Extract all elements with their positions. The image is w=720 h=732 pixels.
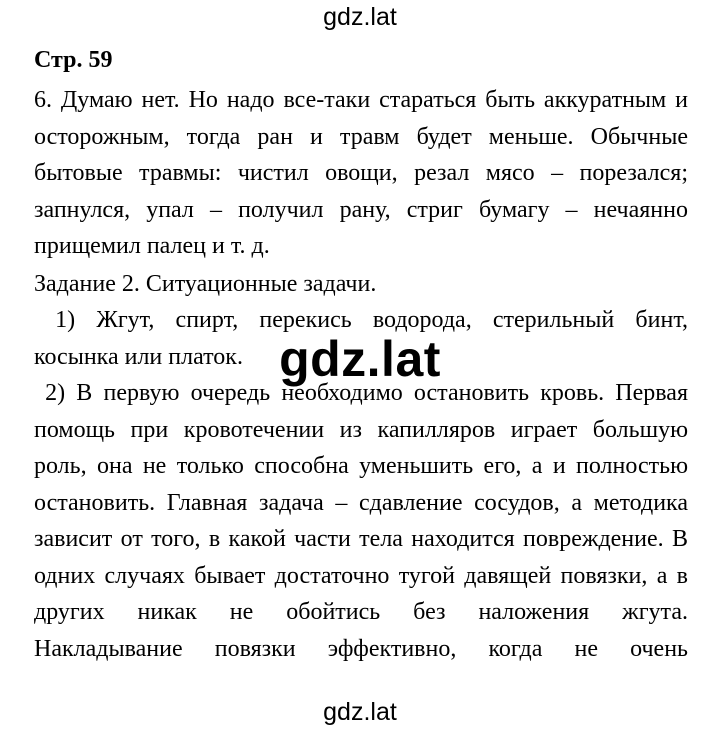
item-2-line: зависит от того, в какой части тела находится повреждение. В [34, 526, 688, 552]
item-2-line: помощь при кровотечении из капилляров играет большую [34, 416, 688, 443]
answer-6-paragraph [34, 82, 688, 265]
watermark-bottom: gdz.lat [323, 698, 397, 726]
watermark-top: gdz.lat [323, 3, 397, 31]
item-1-line: 1) Жгут, спирт, перекись водорода, стерильный бинт, [34, 307, 688, 333]
item-2-line: роль, она не только способна уменьшить его, а и полностью [34, 453, 688, 479]
item-2-line: 2) В первую очередь необходимо остановить кровь. Первая [34, 380, 688, 406]
item-2-line: Накладывание повязки эффективно, когда не очень [34, 635, 688, 662]
item-1-line: косынка или платок. [34, 343, 243, 370]
item-2-line: одних случаях бывает достаточно тугой давящей повязки, а в [34, 562, 688, 589]
answer-6-line: 6. Думаю нет. Но надо все-таки стараться быть аккуратным и [34, 87, 688, 113]
watermark-center: gdz.lat [279, 331, 441, 387]
page-heading: Стр. 59 [34, 47, 113, 73]
task-2-title: Задание 2. Ситуационные задачи. [34, 271, 377, 297]
answer-6-line: осторожным, тогда ран и травм будет меньше. Обычные [34, 123, 688, 150]
item-2-line: других никак не обойтись без наложения жгута. [34, 599, 688, 625]
answer-6-line: бытовые травмы: чистил овощи, резал мясо – порезался; [34, 160, 688, 186]
item-2-line: остановить. Главная задача – сдавление сосудов, а методика [34, 489, 688, 516]
answer-6-line: прищемил палец и т. д. [34, 233, 270, 259]
answer-6-line: запнулся, упал – получил рану, стриг бумагу – нечаянно [34, 196, 688, 223]
task-2-item-2 [34, 375, 688, 667]
